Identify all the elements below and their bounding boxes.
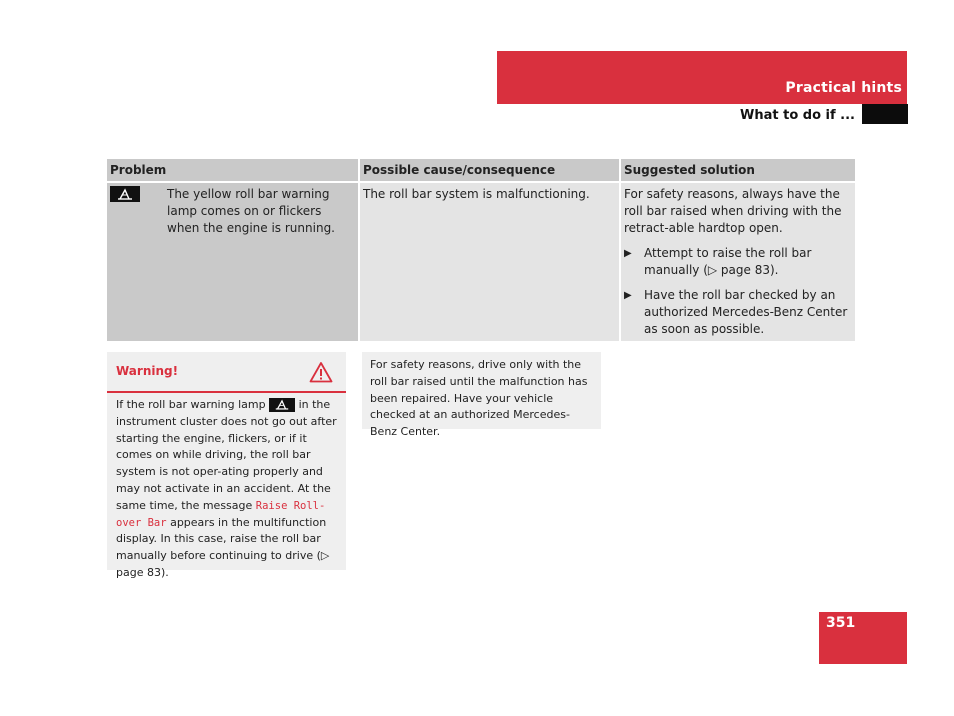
cause-cell — [359, 182, 620, 341]
note-box — [362, 352, 601, 439]
warning-text-part: If the roll bar warning lamp — [116, 398, 266, 411]
warning-text — [107, 393, 346, 582]
bullet-arrow-icon: ▶ — [624, 290, 632, 301]
warning-text-part: appears in the multifunction display. In this case, raise the roll bar manually before continuing to drive (▷ page 83). — [116, 515, 330, 579]
header-band — [497, 51, 907, 104]
display-message: Raise Roll-over Bar — [116, 499, 326, 529]
page-number-box — [819, 612, 907, 664]
page-number: 351 — [826, 615, 856, 631]
warning-text-part: in the instrument cluster does not go out after starting the engine, flickers, or if it comes on while driving, the roll bar system is not oper-ating properly and may not activate in an accident. At the same time, the message — [116, 398, 337, 512]
solution-intro: For safety reasons, always have the roll bar raised when driving with the retract-able hardtop open. — [624, 187, 842, 235]
bullet-arrow-icon: ▶ — [624, 248, 632, 259]
troubleshooting-table — [107, 159, 855, 341]
subsection-title: What to do if ... — [740, 108, 855, 123]
problem-text: The yellow roll bar warning lamp comes on or flickers when the engine is running. — [167, 187, 335, 235]
list-item — [624, 245, 852, 279]
warning-box — [107, 352, 346, 579]
problem-cell — [107, 182, 359, 341]
solution-cell — [620, 182, 855, 341]
roll-bar-warning-lamp-icon — [269, 398, 295, 412]
note-text: For safety reasons, drive only with the roll bar raised until the malfunction has been repaired. Have your vehicle checked at an authorized Mercedes-Benz Center. — [370, 358, 588, 439]
column-header-cause: Possible cause/consequence — [359, 159, 620, 182]
bullet-text: Attempt to raise the roll bar manually (▷ page 83). — [644, 246, 812, 277]
table-header-row — [107, 159, 855, 182]
roll-bar-warning-lamp-icon — [110, 186, 140, 202]
column-header-problem: Problem — [107, 159, 359, 182]
column-header-solution: Suggested solution — [620, 159, 855, 182]
cause-text: The roll bar system is malfunctioning. — [363, 187, 590, 201]
bullet-text: Have the roll bar checked by an authorized Mercedes-Benz Center as soon as possible. — [644, 288, 848, 336]
header-marker — [862, 104, 908, 124]
section-title: Practical hints — [785, 80, 902, 96]
table-row — [107, 182, 855, 341]
warning-triangle-icon — [309, 361, 333, 387]
list-item — [624, 287, 852, 338]
warning-title: Warning! — [116, 364, 179, 378]
warning-header — [107, 352, 346, 393]
